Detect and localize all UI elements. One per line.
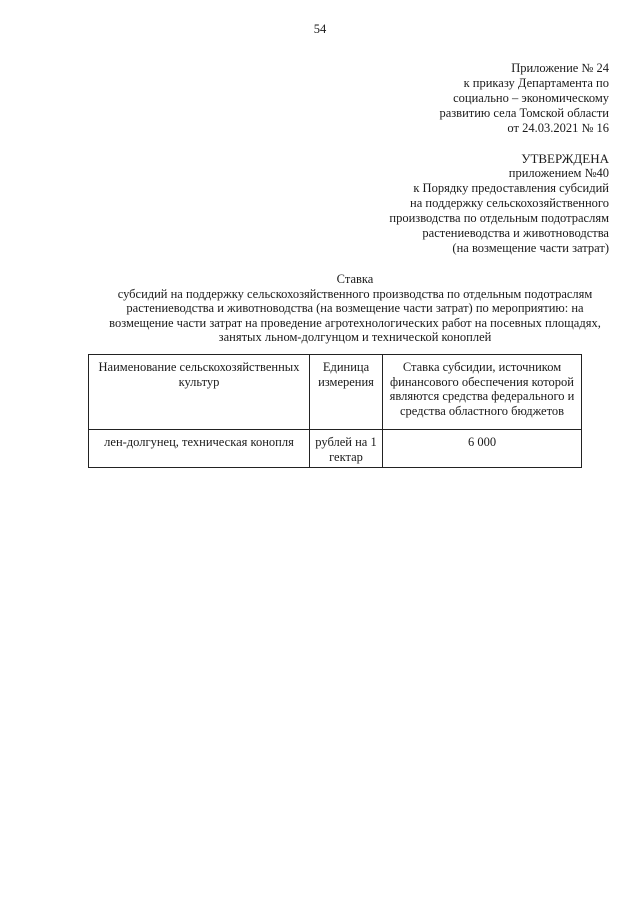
approved-line: приложением №40 bbox=[508, 166, 609, 180]
heading-line: субсидий на поддержку сельскохозяйственного производства по отдельным подотраслям bbox=[117, 286, 593, 301]
heading-line: растениеводства и животноводства (на возмещение части затрат) по мероприятию: на bbox=[126, 301, 584, 315]
heading-title: Ставка bbox=[336, 272, 374, 286]
approved-title: УТВЕРЖДЕНА bbox=[521, 151, 609, 166]
table-row bbox=[89, 430, 582, 468]
approved-line: к Порядку предоставления субсидий bbox=[413, 181, 609, 195]
cell-crop: лен-долгунец, техническая конопля bbox=[89, 430, 310, 468]
header-crop: Наименование сельскохозяйственных культур bbox=[89, 355, 310, 430]
appendix-reference bbox=[439, 61, 609, 136]
appendix-line: развитию села Томской области bbox=[439, 106, 609, 120]
cell-unit: рублей на 1 гектар bbox=[310, 430, 383, 468]
header-rate: Ставка субсидии, источником финансового обеспечения которой являются средства федерального и средства областного бюджетов bbox=[383, 355, 582, 430]
approval-stamp bbox=[389, 151, 609, 256]
heading-line: возмещение части затрат на проведение агротехнологических работ на посевных площадях, bbox=[109, 315, 601, 330]
appendix-line: социально – экономическому bbox=[453, 91, 609, 105]
cell-rate: 6 000 bbox=[383, 430, 582, 468]
heading-line: занятых льном-долгунцом и технической коноплей bbox=[218, 330, 492, 344]
approved-line: на поддержку сельскохозяйственного bbox=[410, 196, 609, 210]
appendix-line: от 24.03.2021 № 16 bbox=[507, 121, 609, 135]
document-heading bbox=[60, 272, 640, 345]
subsidy-rates-table bbox=[88, 354, 582, 468]
appendix-line: к приказу Департамента по bbox=[463, 76, 609, 90]
appendix-line: Приложение № 24 bbox=[511, 61, 609, 75]
approved-line: растениеводства и животноводства bbox=[422, 226, 609, 240]
approved-line: (на возмещение части затрат) bbox=[452, 241, 609, 255]
header-unit: Единица измерения bbox=[310, 355, 383, 430]
page-number: 54 bbox=[313, 22, 327, 36]
approved-line: производства по отдельным подотраслям bbox=[389, 211, 609, 225]
table-header-row bbox=[89, 355, 582, 430]
